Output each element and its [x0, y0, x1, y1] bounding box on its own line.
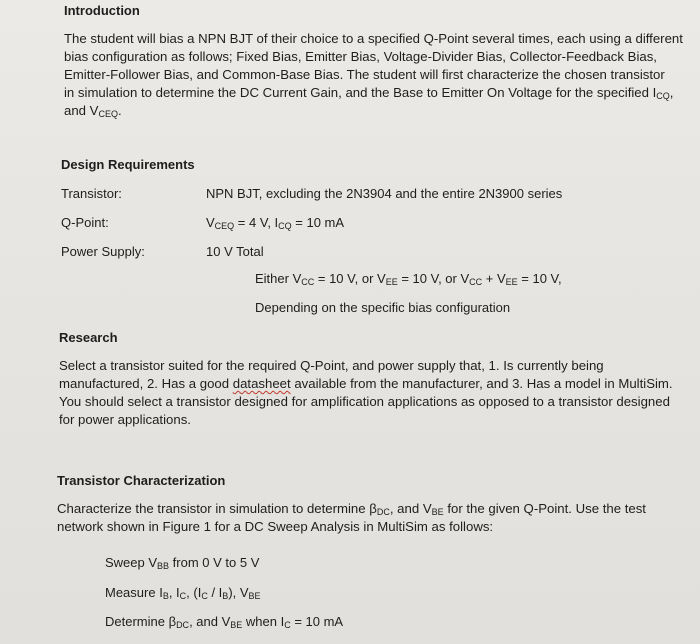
qpoint-label: Q-Point: [61, 215, 109, 230]
char-line-1: Characterize the transistor in simulation to determine $\beta_{DC}$, and $V_{BE}$ for the given Q-Point. Use the test [57, 501, 646, 517]
transistor-value: NPN BJT, excluding the 2N3904 and the entire 2N3900 series [206, 186, 563, 201]
char-line-2: network shown in Figure 1 for a DC Sweep Analysis in MultiSim as follows: [57, 519, 494, 534]
determine-step: Determine $\beta_{DC}$, and $V_{BE}$ when $I_C = 10$ mA [105, 614, 344, 630]
research-line-3: You should select a transistor designed for amplification applications as opposed to a transistor designed [59, 394, 670, 409]
characterization-heading: Transistor Characterization [57, 473, 226, 488]
intro-line-2: bias configuration as follows; Fixed Bias, Emitter Bias, Voltage-Divider Bias, Collector-Feedback Bias, [64, 49, 657, 64]
design-requirements-heading: Design Requirements [61, 157, 195, 172]
transistor-label: Transistor: [61, 186, 122, 201]
intro-line-4: in simulation to determine the DC Current Gain, and the Base to Emitter On Voltage for the specified $I_{CQ}$, [64, 85, 674, 101]
introduction-heading: Introduction [64, 3, 140, 18]
research-line-2: manufactured, 2. Has a good datasheet available from the manufacturer, and 3. Has a model in MultiSim. [59, 376, 673, 391]
qpoint-value: $V_{CEQ} = 4$ V, $I_{CQ} = 10$ mA [206, 215, 345, 231]
intro-line-5: and $V_{CEQ}$. [64, 103, 122, 119]
research-heading: Research [59, 330, 118, 345]
research-line-4: for power applications. [59, 412, 191, 427]
power-supply-value: 10 V Total [206, 244, 264, 259]
intro-line-3: Emitter-Follower Bias, and Common-Base Bias. The student will first characterize the chosen transistor [64, 67, 665, 82]
research-paragraph [59, 357, 695, 429]
research-line-1: Select a transistor suited for the required Q-Point, and power supply that, 1. Is currently being [59, 358, 604, 373]
measure-step: Measure $I_B$, $I_C$, $(I_C / I_B)$, $V_{BE}$ [105, 585, 261, 601]
power-supply-label: Power Supply: [61, 244, 145, 259]
depending-text: Depending on the specific bias configuration [255, 300, 511, 315]
introduction-paragraph [64, 30, 694, 120]
characterization-paragraph [57, 500, 697, 536]
intro-line-1: The student will bias a NPN BJT of their choice to a specified Q-Point several times, each using a different [64, 31, 683, 46]
spellcheck-word: datasheet [232, 376, 291, 391]
sweep-step: Sweep $V_{BB}$ from 0 V to 5 V [105, 555, 260, 571]
supply-options-text: Either $V_{CC} = 10$ V, or $V_{EE} = 10$ V, or $V_{CC} + V_{EE} = 10$ V, [255, 271, 562, 287]
